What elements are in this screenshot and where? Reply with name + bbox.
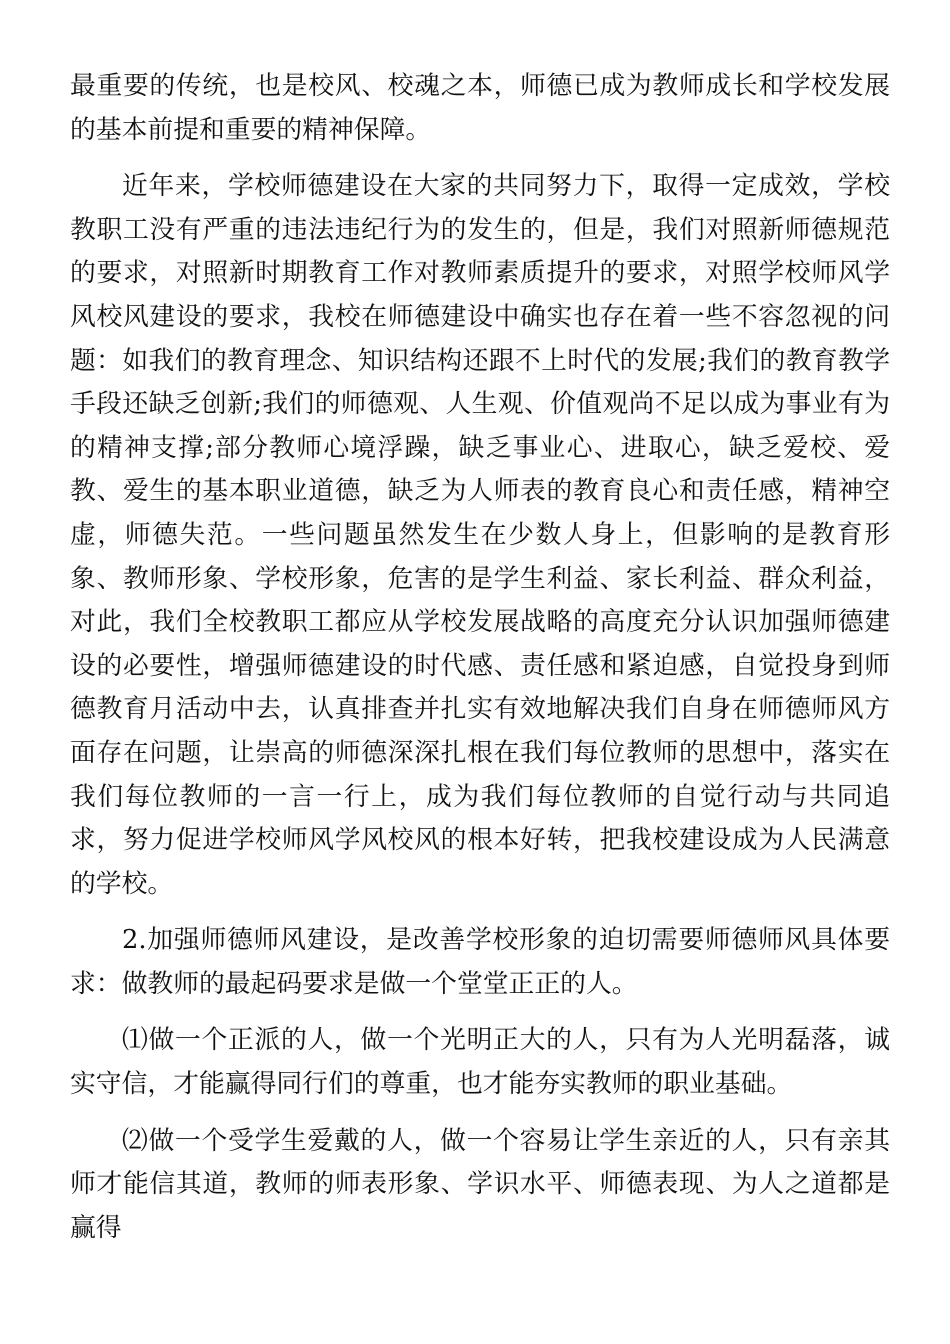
paragraph-subpoint-2: ⑵做一个受学生爱戴的人，做一个容易让学生亲近的人，只有亲其师才能信其道，教师的师表形象、学识水平、师德表现、为人之道都是赢得 (70, 1125, 890, 1243)
paragraph-point-2: 2.加强师德师风建设，是改善学校形象的迫切需要师德师风具体要求：做教师的最起码要求是做一个堂堂正正的人。 (70, 925, 890, 999)
paragraph-continuation: 最重要的传统，也是校风、校魂之本，师德已成为教师成长和学校发展的基本前提和重要的精神保障。 (70, 71, 890, 145)
paragraph-recent-years: 近年来，学校师德建设在大家的共同努力下，取得一定成效，学校教职工没有严重的违法违纪行为的发生的，但是，我们对照新师德规范的要求，对照新时期教育工作对教师素质提升的要求，对照学校师风学风校风建设的要求，我校在师德建设中确实也存在着一些不容忽视的问题：如我们的教育理念、知识结构还跟不上时代的发展;我们的教育教学手段还缺乏创新;我们的师德观、人生观、价值观尚不足以成为事业有为的精神支撑;部分教师心境浮躁，缺乏事业心、进取心，缺乏爱校、爱教、爱生的基本职业道德，缺乏为人师表的教育良心和责任感，精神空虚，师德失范。一些问题虽然发生在少数人身上，但影响的是教育形象、教师形象、学校形象，危害的是学生利益、家长利益、群众利益，对此，我们全校教职工都应从学校发展战略的高度充分认识加强师德建设的必要性，增强师德建设的时代感、责任感和紧迫感，自觉投身到师德教育月活动中去，认真排查并扎实有效地解决我们自身在师德师风方面存在问题，让崇高的师德深深扎根在我们每位教师的思想中，落实在我们每位教师的一言一行上，成为我们每位教师的自觉行动与共同追求，努力促进学校师风学风校风的根本好转，把我校建设成为人民满意的学校。 (70, 171, 890, 899)
paragraph-subpoint-1: ⑴做一个正派的人，做一个光明正大的人，只有为人光明磊落，诚实守信，才能赢得同行们的尊重，也才能夯实教师的职业基础。 (70, 1025, 890, 1100)
document-body (70, 65, 890, 1263)
